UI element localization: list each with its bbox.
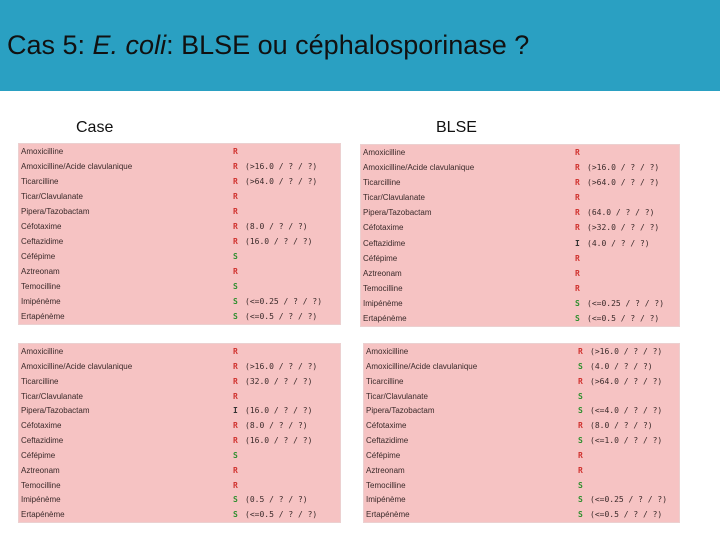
antibiotic-row <box>19 507 340 522</box>
susceptibility-result: R <box>233 147 238 156</box>
mic-value: (>64.0 / ? / ?) <box>587 178 660 188</box>
antibiotic-name: Céfotaxime <box>363 223 404 233</box>
antibiotic-row <box>19 448 340 463</box>
antibiotic-row <box>19 389 340 404</box>
susceptibility-result: R <box>233 162 238 171</box>
antibiotic-name: Temocilline <box>21 480 61 490</box>
antibiotic-row <box>364 507 679 522</box>
susceptibility-result: R <box>575 268 580 278</box>
susceptibility-result: S <box>575 298 580 308</box>
antibiotic-name: Ceftazidime <box>21 436 64 445</box>
antibiotic-row <box>19 492 340 507</box>
susceptibility-result: R <box>575 148 580 157</box>
mic-value: (<=0.25 / ? / ?) <box>590 495 668 505</box>
susceptibility-result: S <box>578 436 583 445</box>
susceptibility-result: R <box>575 253 580 263</box>
mic-value: (>16.0 / ? / ?) <box>245 361 318 371</box>
antibiotic-row <box>19 264 340 279</box>
antibiotic-name: Amoxicilline <box>21 147 64 156</box>
susceptibility-result: R <box>575 208 580 218</box>
antibiogram-panel-1 <box>18 143 341 325</box>
antibiotic-row <box>19 359 340 374</box>
antibiotic-row <box>19 478 340 493</box>
mic-value: (16.0 / ? / ?) <box>245 237 313 246</box>
column-label-case: Case <box>76 119 114 136</box>
susceptibility-result: S <box>578 391 583 401</box>
antibiotic-name: Imipénème <box>21 495 61 505</box>
susceptibility-result: R <box>578 450 583 460</box>
antibiotic-row <box>364 492 679 507</box>
antibiogram-panel-2 <box>360 144 680 327</box>
mic-value: (32.0 / ? / ?) <box>245 376 313 386</box>
antibiotic-name: Ertapénème <box>366 510 410 520</box>
antibiotic-row <box>19 294 340 309</box>
antibiotic-row <box>364 403 679 418</box>
mic-value: (8.0 / ? / ?) <box>245 421 308 431</box>
susceptibility-result: R <box>233 436 238 445</box>
antibiogram-panel-3 <box>18 343 341 523</box>
antibiotic-row <box>361 175 679 190</box>
mic-value: (>32.0 / ? / ?) <box>587 223 660 233</box>
antibiotic-row <box>19 234 340 249</box>
title-suffix: : BLSE ou céphalosporinase ? <box>166 30 530 60</box>
antibiotic-row <box>19 249 340 264</box>
antibiotic-row <box>364 448 679 463</box>
mic-value: (>16.0 / ? / ?) <box>587 163 660 173</box>
title-organism: E. coli <box>92 30 167 60</box>
title-prefix: Cas 5: <box>7 30 93 60</box>
susceptibility-result: R <box>233 267 238 276</box>
mic-value: (4.0 / ? / ?) <box>590 361 653 371</box>
susceptibility-result: R <box>233 480 238 490</box>
antibiotic-name: Imipénème <box>21 297 61 306</box>
susceptibility-result: R <box>578 465 583 475</box>
antibiotic-row <box>364 374 679 389</box>
mic-value: (<=0.5 / ? / ?) <box>590 510 663 520</box>
antibiotic-row <box>19 279 340 294</box>
susceptibility-result: R <box>578 347 583 356</box>
slide-title <box>7 30 529 61</box>
antibiotic-row <box>19 219 340 234</box>
antibiotic-row <box>364 463 679 478</box>
antibiotic-row <box>361 160 679 175</box>
susceptibility-result: R <box>233 222 238 231</box>
antibiotic-name: Ticarcilline <box>21 376 59 386</box>
susceptibility-result: R <box>575 283 580 293</box>
title-bar <box>0 0 720 91</box>
antibiotic-name: Pipera/Tazobactam <box>21 406 90 416</box>
antibiotic-name: Céfotaxime <box>21 421 62 431</box>
antibiotic-row <box>364 389 679 404</box>
antibiotic-name: Temocilline <box>21 282 61 291</box>
susceptibility-result: R <box>575 178 580 188</box>
mic-value: (<=0.5 / ? / ?) <box>587 313 660 323</box>
mic-value: (>16.0 / ? / ?) <box>245 162 318 171</box>
antibiotic-name: Aztreonam <box>366 465 405 475</box>
mic-value: (0.5 / ? / ?) <box>245 495 308 505</box>
susceptibility-result: R <box>233 192 238 201</box>
antibiotic-row <box>364 359 679 374</box>
antibiotic-name: Céfépime <box>366 450 401 460</box>
antibiotic-row <box>19 309 340 324</box>
susceptibility-result: S <box>578 361 583 371</box>
mic-value: (4.0 / ? / ?) <box>587 238 650 248</box>
antibiotic-name: Ertapénème <box>21 312 65 321</box>
antibiotic-name: Aztreonam <box>21 267 60 276</box>
antibiotic-name: Imipénème <box>366 495 406 505</box>
antibiotic-row <box>19 144 340 159</box>
antibiotic-row <box>361 205 679 220</box>
antibiotic-row <box>361 296 679 311</box>
antibiotic-row <box>361 145 679 160</box>
antibiotic-name: Céfotaxime <box>21 222 62 231</box>
susceptibility-result: R <box>233 177 238 186</box>
susceptibility-result: R <box>233 421 238 431</box>
antibiotic-row <box>361 311 679 326</box>
antibiotic-name: Ertapénème <box>21 510 65 520</box>
susceptibility-result: R <box>233 361 238 371</box>
mic-value: (8.0 / ? / ?) <box>590 421 653 431</box>
mic-value: (8.0 / ? / ?) <box>245 222 308 231</box>
antibiotic-name: Amoxicilline <box>366 347 409 356</box>
mic-value: (16.0 / ? / ?) <box>245 436 313 445</box>
antibiotic-name: Ceftazidime <box>366 436 409 445</box>
susceptibility-result: S <box>233 312 238 321</box>
mic-value: (<=4.0 / ? / ?) <box>590 406 663 416</box>
antibiotic-name: Ceftazidime <box>21 237 64 246</box>
susceptibility-result: S <box>578 510 583 520</box>
susceptibility-result: R <box>233 207 238 216</box>
antibiotic-name: Céfépime <box>363 253 398 263</box>
susceptibility-result: R <box>575 193 580 203</box>
column-label-blse: BLSE <box>436 119 477 136</box>
antibiotic-name: Ticar/Clavulanate <box>21 192 83 201</box>
antibiotic-row <box>19 174 340 189</box>
susceptibility-result: R <box>233 347 238 356</box>
antibiotic-name: Ticar/Clavulanate <box>366 391 428 401</box>
antibiotic-row <box>19 463 340 478</box>
antibiotic-row <box>19 403 340 418</box>
susceptibility-result: R <box>233 391 238 401</box>
antibiotic-row <box>364 433 679 448</box>
susceptibility-result: R <box>578 376 583 386</box>
mic-value: (>16.0 / ? / ?) <box>590 347 663 356</box>
susceptibility-result: S <box>578 480 583 490</box>
antibiotic-row <box>19 344 340 359</box>
susceptibility-result: S <box>233 297 238 306</box>
antibiotic-row <box>19 189 340 204</box>
antibiotic-row <box>361 190 679 205</box>
mic-value: (<=1.0 / ? / ?) <box>590 436 663 445</box>
susceptibility-result: R <box>233 237 238 246</box>
mic-value: (>64.0 / ? / ?) <box>245 177 318 186</box>
antibiotic-name: Aztreonam <box>363 268 402 278</box>
antibiotic-row <box>364 344 679 359</box>
antibiotic-name: Céfépime <box>21 252 56 261</box>
antibiotic-row <box>364 478 679 493</box>
antibiotic-name: Amoxicilline/Acide clavulanique <box>366 361 478 371</box>
susceptibility-result: R <box>575 163 580 173</box>
susceptibility-result: R <box>233 376 238 386</box>
antibiotic-name: Temocilline <box>363 283 403 293</box>
mic-value: (<=0.25 / ? / ?) <box>587 298 665 308</box>
antibiogram-panel-4 <box>363 343 680 523</box>
antibiotic-name: Temocilline <box>366 480 406 490</box>
antibiotic-name: Imipénème <box>363 298 403 308</box>
mic-value: (16.0 / ? / ?) <box>245 406 313 416</box>
antibiotic-name: Céfépime <box>21 450 56 460</box>
susceptibility-result: S <box>575 313 580 323</box>
mic-value: (<=0.25 / ? / ?) <box>245 297 323 306</box>
susceptibility-result: S <box>233 495 238 505</box>
antibiotic-name: Pipera/Tazobactam <box>366 406 435 416</box>
susceptibility-result: S <box>578 406 583 416</box>
antibiotic-name: Aztreonam <box>21 465 60 475</box>
antibiotic-name: Ticar/Clavulanate <box>21 391 83 401</box>
mic-value: (<=0.5 / ? / ?) <box>245 312 318 321</box>
susceptibility-result: S <box>578 495 583 505</box>
antibiotic-row <box>361 251 679 266</box>
antibiotic-name: Amoxicilline <box>21 347 64 356</box>
antibiotic-name: Pipera/Tazobactam <box>363 208 432 218</box>
susceptibility-result: S <box>233 450 238 460</box>
antibiotic-row <box>19 433 340 448</box>
antibiotic-name: Ceftazidime <box>363 238 406 248</box>
susceptibility-result: S <box>233 252 238 261</box>
antibiotic-name: Amoxicilline/Acide clavulanique <box>21 162 133 171</box>
antibiotic-row <box>19 418 340 433</box>
mic-value: (<=0.5 / ? / ?) <box>245 510 318 520</box>
antibiotic-name: Ticarcilline <box>363 178 401 188</box>
antibiotic-name: Ticar/Clavulanate <box>363 193 425 203</box>
mic-value: (>64.0 / ? / ?) <box>590 376 663 386</box>
antibiotic-row <box>19 159 340 174</box>
susceptibility-result: I <box>233 406 238 416</box>
mic-value: (64.0 / ? / ?) <box>587 208 655 218</box>
susceptibility-result: I <box>575 238 580 248</box>
susceptibility-result: R <box>578 421 583 431</box>
antibiotic-name: Ticarcilline <box>21 177 59 186</box>
antibiotic-name: Pipera/Tazobactam <box>21 207 90 216</box>
antibiotic-name: Ticarcilline <box>366 376 404 386</box>
antibiotic-name: Ertapénème <box>363 313 407 323</box>
antibiotic-name: Amoxicilline/Acide clavulanique <box>21 361 133 371</box>
susceptibility-result: S <box>233 510 238 520</box>
antibiotic-name: Amoxicilline <box>363 148 406 157</box>
antibiotic-row <box>19 204 340 219</box>
antibiotic-row <box>364 418 679 433</box>
susceptibility-result: S <box>233 282 238 291</box>
susceptibility-result: R <box>575 223 580 233</box>
antibiotic-row <box>361 281 679 296</box>
antibiotic-name: Amoxicilline/Acide clavulanique <box>363 163 475 173</box>
susceptibility-result: R <box>233 465 238 475</box>
antibiotic-row <box>361 220 679 235</box>
antibiotic-name: Céfotaxime <box>366 421 407 431</box>
antibiotic-row <box>361 236 679 251</box>
antibiotic-row <box>361 266 679 281</box>
antibiotic-row <box>19 374 340 389</box>
